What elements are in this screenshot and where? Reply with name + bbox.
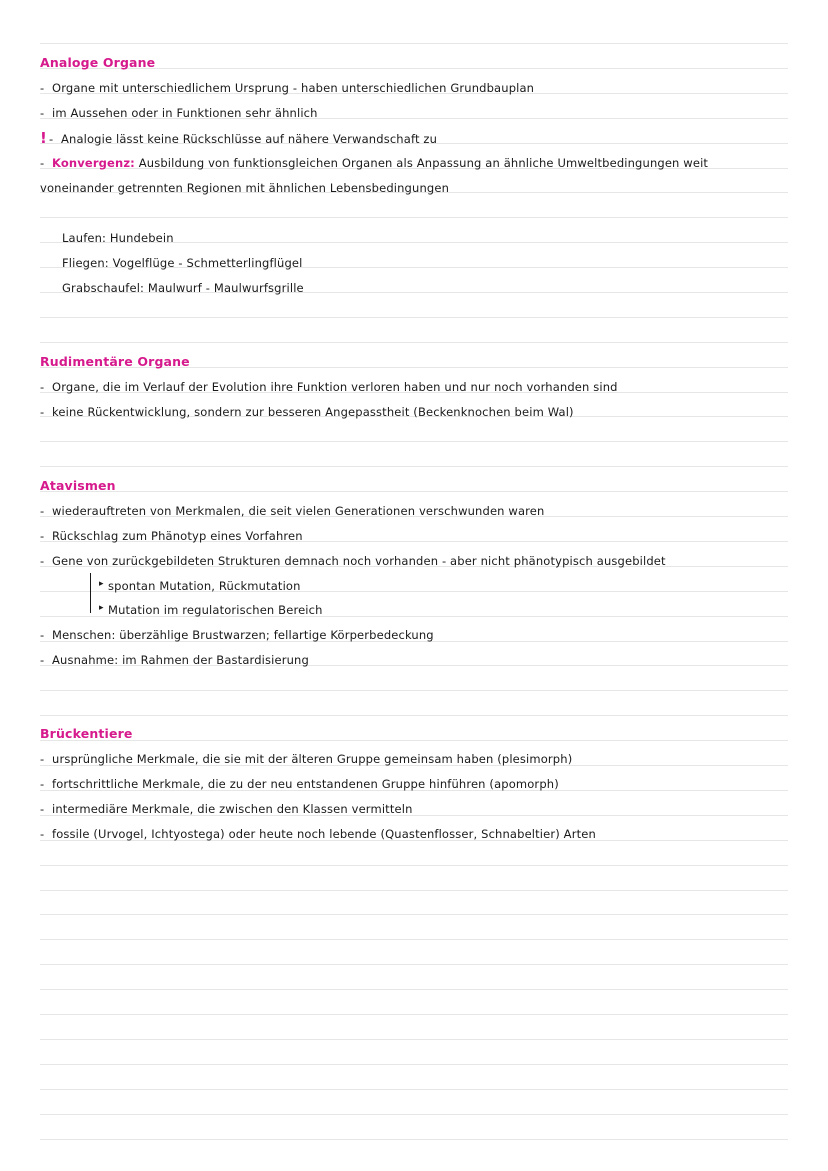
note-text: Rückschlag zum Phänotyp eines Vorfahren (52, 529, 303, 543)
ruled-line (40, 317, 788, 318)
dash-bullet: - (40, 752, 45, 766)
note-line (40, 499, 788, 523)
note-line (40, 747, 788, 771)
arrow-right-icon: ▸ (99, 603, 104, 613)
ruled-line (40, 1014, 788, 1015)
dash-bullet: - (40, 156, 45, 170)
ruled-line (40, 1114, 788, 1115)
sub-note-line: spontan Mutation, Rückmutation (108, 579, 301, 593)
ruled-line (40, 1064, 788, 1065)
ruled-line (40, 217, 788, 218)
heading-brueckentiere: Brückentiere (40, 726, 133, 741)
dash-bullet: - (40, 106, 45, 120)
arrow-right-icon: ▸ (99, 579, 104, 589)
note-line (40, 176, 788, 200)
sub-note-line: Mutation im regulatorischen Bereich (108, 603, 323, 617)
note-line (40, 151, 788, 175)
note-text: Gene von zurückgebildeten Strukturen demnach noch vorhanden - aber nicht phänotypisch ausgebildet (52, 554, 666, 568)
dash-bullet: - (40, 802, 45, 816)
note-line (40, 822, 788, 846)
note-text: keine Rückentwicklung, sondern zur besseren Angepasstheit (Beckenknochen beim Wal) (52, 405, 574, 419)
ruled-line (40, 441, 788, 442)
dash-bullet: - (40, 380, 45, 394)
dash-bullet: - (40, 405, 45, 419)
dash-bullet: - (40, 827, 45, 841)
note-text: Organe mit unterschiedlichem Ursprung - haben unterschiedlichen Grundbauplan (52, 81, 535, 95)
note-text: fossile (Urvogel, Ichtyostega) oder heute noch lebende (Quastenflosser, Schnabeltier) Arten (52, 827, 596, 841)
note-text: voneinander getrennten Regionen mit ähnlichen Lebensbedingungen (40, 181, 450, 195)
note-text: Ausnahme: im Rahmen der Bastardisierung (52, 653, 309, 667)
dash-bullet: - (40, 628, 45, 642)
ruled-line (40, 865, 788, 866)
example-line: Laufen: Hundebein (62, 231, 174, 245)
note-text: Menschen: überzählige Brustwarzen; fellartige Körperbedeckung (52, 628, 434, 642)
konvergenz-label: Konvergenz: (52, 156, 135, 170)
dash-bullet: - (49, 132, 54, 146)
note-line (40, 76, 788, 100)
ruled-line (40, 890, 788, 891)
ruled-line (40, 939, 788, 940)
dash-bullet: - (40, 81, 45, 95)
example-line: Grabschaufel: Maulwurf - Maulwurfsgrille (62, 281, 304, 295)
ruled-line (40, 342, 788, 343)
note-line (40, 648, 788, 672)
note-text: Ausbildung von funktionsgleichen Organen als Anpassung an ähnliche Umweltbedingungen weit (138, 156, 709, 170)
note-line (40, 126, 788, 150)
note-line (40, 797, 788, 821)
dash-bullet: - (40, 554, 45, 568)
note-text: Analogie lässt keine Rückschlüsse auf nähere Verwandschaft zu (61, 132, 438, 146)
heading-analoge-organe: Analoge Organe (40, 55, 156, 70)
dash-bullet: - (40, 529, 45, 543)
ruled-line (40, 690, 788, 691)
ruled-line (40, 964, 788, 965)
note-line (40, 549, 788, 573)
note-text: fortschrittliche Merkmale, die zu der neu entstandenen Gruppe hinführen (apomorph) (52, 777, 559, 791)
note-line (40, 101, 788, 125)
ruled-line (40, 989, 788, 990)
ruled-line (40, 1089, 788, 1090)
ruled-line (40, 1139, 788, 1140)
heading-atavismen: Atavismen (40, 478, 116, 493)
dash-bullet: - (40, 653, 45, 667)
ruled-line (40, 43, 788, 44)
note-line (40, 375, 788, 399)
example-line: Fliegen: Vogelflüge - Schmetterlingflügel (62, 256, 303, 270)
note-text: im Aussehen oder in Funktionen sehr ähnlich (52, 106, 318, 120)
ruled-line (40, 914, 788, 915)
note-text: wiederauftreten von Merkmalen, die seit vielen Generationen verschwunden waren (52, 504, 545, 518)
ruled-line (40, 466, 788, 467)
note-line (40, 772, 788, 796)
ruled-line (40, 1039, 788, 1040)
dash-bullet: - (40, 504, 45, 518)
note-text: ursprüngliche Merkmale, die sie mit der älteren Gruppe gemeinsam haben (plesimorph) (52, 752, 573, 766)
note-text: Organe, die im Verlauf der Evolution ihre Funktion verloren haben und nur noch vorhanden sind (52, 380, 618, 394)
note-line (40, 400, 788, 424)
heading-rudimentaere-organe: Rudimentäre Organe (40, 354, 190, 369)
note-text: intermediäre Merkmale, die zwischen den Klassen vermitteln (52, 802, 413, 816)
ruled-line (40, 715, 788, 716)
dash-bullet: - (40, 777, 45, 791)
note-line (40, 524, 788, 548)
exclamation-icon: ! (40, 129, 47, 147)
note-line (40, 623, 788, 647)
